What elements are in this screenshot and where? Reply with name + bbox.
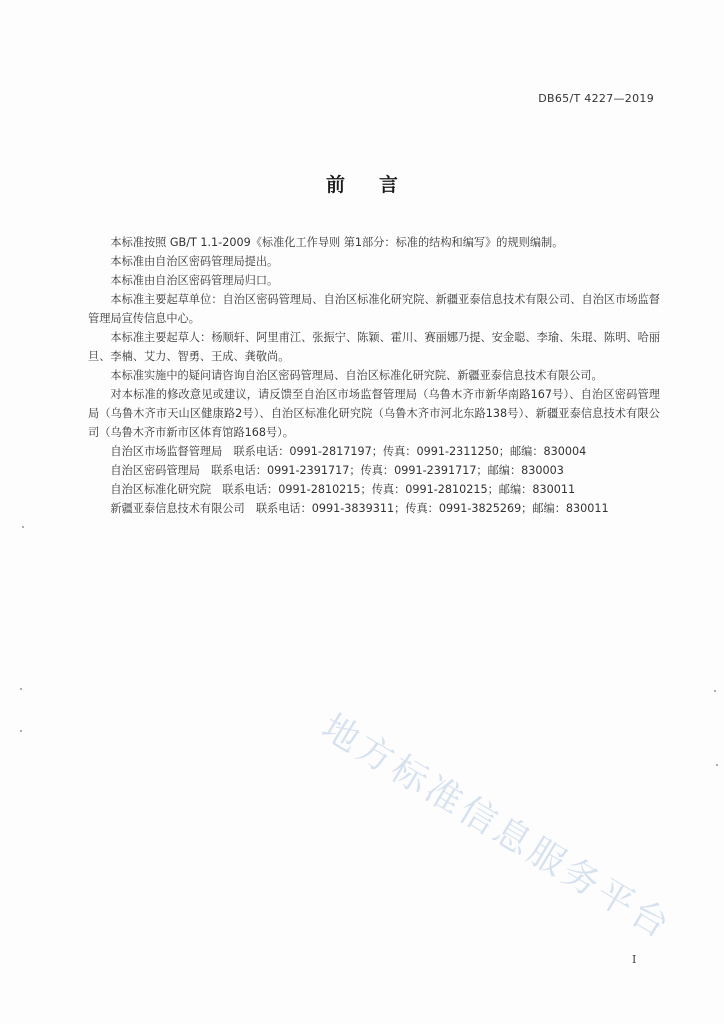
paragraph-inquiries: 本标准实施中的疑问请咨询自治区密码管理局、自治区标准化研究院、新疆亚泰信息技术有限公司。 [110, 369, 603, 382]
paragraph-proposer: 本标准由自治区密码管理局提出。 [110, 255, 279, 268]
paragraph-drafting-units: 本标准主要起草单位：自治区密码管理局、自治区标准化研究院、新疆亚泰信息技术有限公司、自治区市场监督管理局宣传信息中心。 [88, 293, 660, 325]
paragraph-drafting-rules: 本标准按照 GB/T 1.1-2009《标准化工作导则 第1部分：标准的结构和编写》的规则编制。 [110, 236, 564, 249]
paragraph-drafters: 本标准主要起草人：杨顺轩、阿里甫江、张振宁、陈颖、霍川、赛丽娜乃提、安金聪、李瑜、朱琨、陈明、哈丽旦、李楠、艾力、智勇、王成、龚敬尚。 [88, 331, 660, 363]
paragraph-feedback: 对本标准的修改意见或建议，请反馈至自治区市场监督管理局（乌鲁木齐市新华南路167号）、自治区密码管理局（乌鲁木齐市天山区健康路2号）、自治区标准化研究院（乌鲁木齐市河北东路138号）、新疆亚泰信息技术有限公司（乌鲁木齐市新市区体育馆路168号）。 [88, 388, 660, 439]
page-number: I [632, 953, 637, 966]
scan-artifact [20, 688, 22, 690]
scan-artifact [22, 526, 24, 528]
scan-artifact [714, 690, 716, 692]
scan-artifact [716, 764, 718, 766]
contact-line-market-supervision: 自治区市场监督管理局 联系电话：0991-2817197；传真：0991-2311250；邮编：830004 [110, 445, 587, 458]
contact-line-yatai: 新疆亚泰信息技术有限公司 联系电话：0991-3839311；传真：0991-3825269；邮编：830011 [110, 502, 609, 515]
watermark: 地方标准信息服务平台 [314, 706, 679, 949]
standard-code: DB65/T 4227—2019 [538, 92, 654, 105]
paragraph-administrator: 本标准由自治区密码管理局归口。 [110, 274, 279, 287]
contact-line-crypto-bureau: 自治区密码管理局 联系电话：0991-2391717；传真：0991-2391717；邮编：830003 [110, 464, 564, 477]
preface-body [88, 233, 660, 518]
contact-line-standardization-institute: 自治区标准化研究院 联系电话：0991-2810215；传真：0991-2810215；邮编：830011 [110, 483, 576, 496]
page-title: 前言 [325, 174, 432, 196]
scan-artifact [20, 730, 22, 732]
